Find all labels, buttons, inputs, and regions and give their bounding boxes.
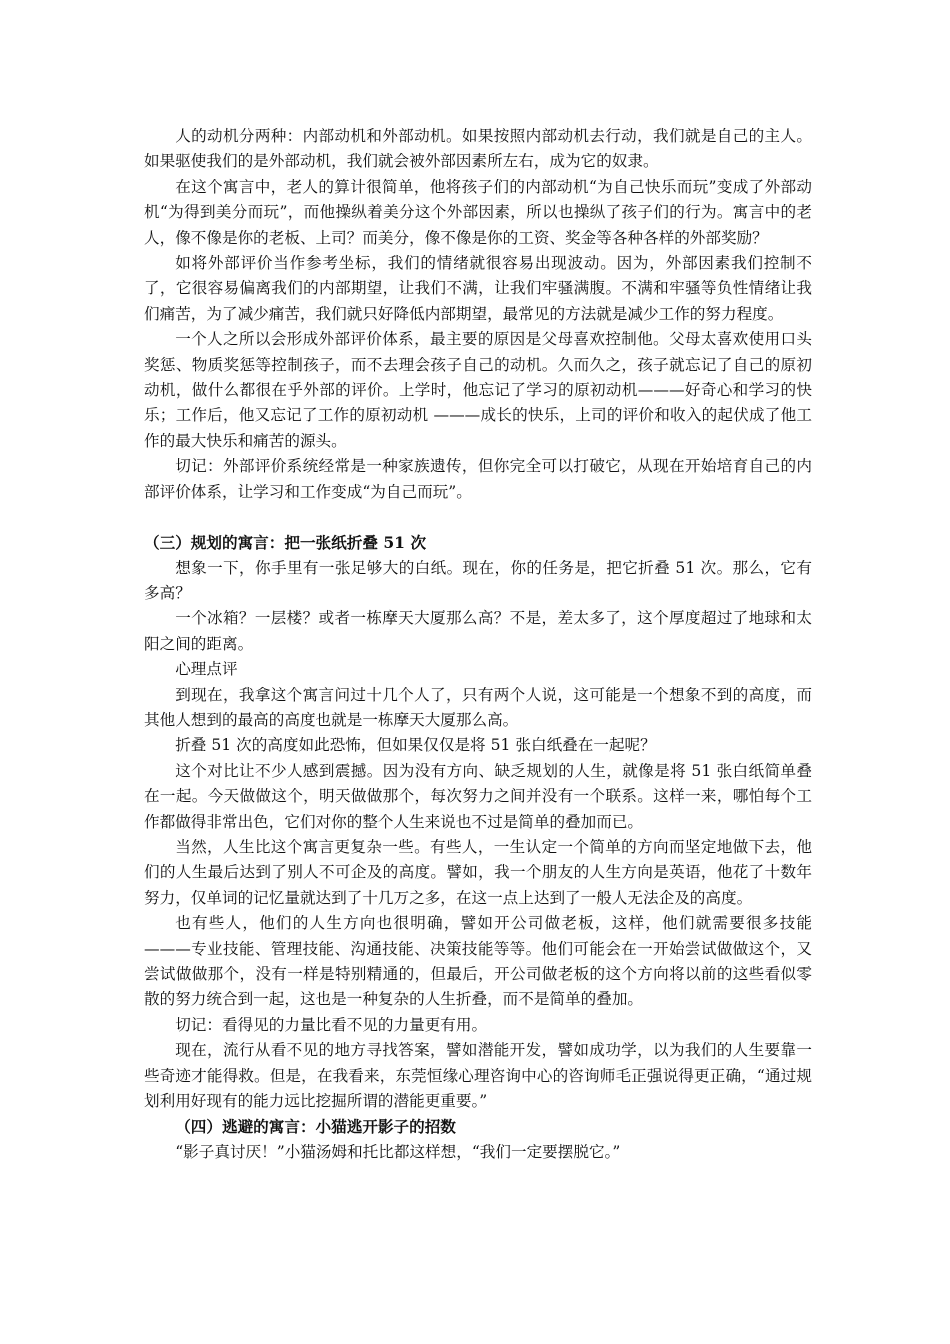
- paragraph-complex-folding: 也有些人，他们的人生方向也很明确，譬如开公司做老板，这样，他们就需要很多技能———专业技能、管理技能、沟通技能、决策技能等等。他们可能会在一开始尝试做做这个，又尝试做做那个，没有一样是特别精通的，但最后，开公司做老板的这个方向将以前的这些看似零散的努力统合到一起，这也是一种复杂的人生折叠，而不是简单的叠加。: [144, 914, 812, 1009]
- paragraph-shadow: “影子真讨厌！”小猫汤姆和托比都这样想，“我们一定要摆脱它。”: [175, 1142, 621, 1161]
- paragraph-imagine-paper: 想象一下，你手里有一张足够大的白纸。现在，你的任务是，把它折叠 51 次。那么，它有多高？: [144, 558, 812, 602]
- paragraph-how-high: 一个冰箱？一层楼？或者一栋摩天大厦那么高？不是，差太多了，这个厚度超过了地球和太阳之间的距离。: [144, 609, 812, 653]
- paragraph-potential: 现在，流行从看不见的地方寻找答案，譬如潜能开发，譬如成功学，以为我们的人生要靠一些奇迹才能得救。但是，在我看来，东莞恒缘心理咨询中心的咨询师毛正强说得更正确，“通过规划利用好现有的能力远比挖掘所谓的潜能更重要。”: [144, 1041, 812, 1111]
- section-heading-escape: （四）逃避的寓言：小猫逃开影子的招数: [175, 1117, 456, 1137]
- paragraph-commentary-label: 心理点评: [175, 660, 238, 679]
- paragraph-external-evaluation: 如将外部评价当作参考坐标，我们的情绪就很容易出现波动。因为，外部因素我们控制不了，它很容易偏离我们的内部期望，让我们不满，让我们牢骚满腹。不满和牢骚等负性情绪让我们痛苦，为了减少痛苦，我们就只好降低内部期望，最常见的方法就是减少工作的努力程度。: [144, 254, 812, 323]
- section-heading-planning: （三）规划的寓言：把一张纸折叠 51 次: [144, 533, 427, 553]
- paragraph-motivation-types: 人的动机分两种：内部动机和外部动机。如果按照内部动机去行动，我们就是自己的主人。如果驱使我们的是外部动机，我们就会被外部因素所左右，成为它的奴隶。: [144, 127, 812, 171]
- paragraph-contrast: 这个对比让不少人感到震撼。因为没有方向、缺乏规划的人生，就像是将 51 张白纸简单叠在一起。今天做做这个，明天做做那个，每次努力之间并没有一个联系。这样一来，哪怕每个工作都做得非常出色，它们对你的整个人生来说也不过是简单的叠加而已。: [144, 761, 812, 831]
- section-spacer: [144, 505, 812, 530]
- paragraph-simple-direction: 当然，人生比这个寓言更复杂一些。有些人，一生认定一个简单的方向而坚定地做下去，他们的人生最后达到了别人不可企及的高度。譬如，我一个朋友的人生方向是英语，他花了十数年努力，仅单词的记忆量就达到了十几万之多，在这一点上达到了一般人无法企及的高度。: [144, 837, 812, 907]
- paragraph-parent-control: 一个人之所以会形成外部评价体系，最主要的原因是父母喜欢控制他。父母太喜欢使用口头奖惩、物质奖惩等控制孩子，而不去理会孩子自己的动机。久而久之，孩子就忘记了自己的原初动机，做什么都很在乎外部的评价。上学时，他忘记了学习的原初动机———好奇心和学习的快乐；工作后，他又忘记了工作的原初动机 ———成长的快乐，上司的评价和收入的起伏成了他工作的最大快乐和痛苦的源头。: [144, 330, 812, 450]
- paragraph-asked-people: 到现在，我拿这个寓言问过十几个人了，只有两个人说，这可能是一个想象不到的高度，而其他人想到的最高的高度也就是一栋摩天大厦那么高。: [144, 685, 812, 729]
- paragraph-stacked-sheets: 折叠 51 次的高度如此恐怖，但如果仅仅是将 51 张白纸叠在一起呢？: [175, 736, 656, 755]
- paragraph-remember-internal: 切记：外部评价系统经常是一种家族遗传，但你完全可以打破它，从现在开始培育自己的内部评价体系，让学习和工作变成“为自己而玩”。: [144, 457, 812, 501]
- paragraph-remember-visible: 切记：看得见的力量比看不见的力量更有用。: [175, 1015, 488, 1034]
- paragraph-old-man-calculation: 在这个寓言中，老人的算计很简单，他将孩子们的内部动机“为自己快乐而玩”变成了外部动机“为得到美分而玩”，而他操纵着美分这个外部因素，所以也操纵了孩子们的行为。寓言中的老人，像不像是你的老板、上司？而美分，像不像是你的工资、奖金等各种各样的外部奖励？: [144, 177, 812, 247]
